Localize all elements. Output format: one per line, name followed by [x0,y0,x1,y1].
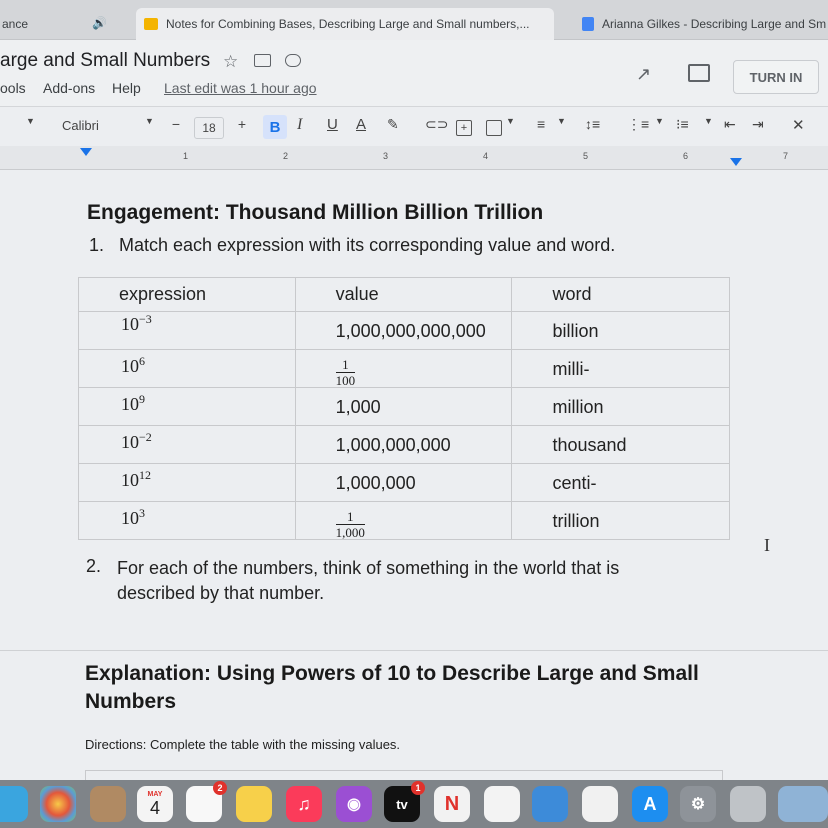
line-spacing-icon[interactable]: ↕≡ [585,116,601,132]
pages-app-icon[interactable] [582,786,618,822]
value-cell[interactable]: 1,000,000 [295,464,512,502]
tv-badge: 1 [411,781,425,795]
increase-indent-icon[interactable]: ⇥ [752,116,764,132]
align-dropdown-arrow-icon[interactable]: ▼ [557,116,566,126]
italic-button[interactable]: I [297,116,303,133]
table-row [79,350,730,388]
fraction-denominator: 1,000 [335,524,365,540]
directions-text: Directions: Complete the table with the missing values. [85,737,401,752]
ruler-number: 2 [283,151,289,161]
calendar-month: MAY [147,791,163,798]
expression-cell[interactable] [79,502,296,540]
music-app-icon[interactable]: ♫ [286,786,322,822]
font-size-input[interactable]: 18 [194,117,224,139]
menu-tools[interactable]: ools [0,80,26,96]
value-cell[interactable]: 1,000 [295,388,512,426]
style-dropdown-arrow-icon[interactable]: ▼ [26,116,35,126]
font-dropdown-arrow-icon[interactable]: ▼ [145,116,154,126]
ruler-number: 4 [483,151,489,161]
expression-cell[interactable] [79,426,296,464]
word-cell[interactable]: thousand [512,426,730,464]
word-cell[interactable]: trillion [512,502,730,540]
table-row [79,464,730,502]
ruler-number: 6 [683,151,689,161]
notes-app-icon[interactable] [236,786,272,822]
expression-base: 10 [121,356,139,376]
word-cell[interactable]: million [512,388,730,426]
numbered-list-dropdown-icon[interactable]: ▼ [655,116,664,126]
photos-app-icon[interactable] [40,786,76,822]
fraction-value [336,358,356,387]
table-row [79,502,730,540]
word-cell[interactable]: billion [512,312,730,350]
decrease-font-size-button[interactable]: − [171,116,181,132]
left-indent-marker-icon[interactable] [80,148,92,156]
tab-label: ance [2,17,29,31]
bulleted-list-icon[interactable]: ⁝≡ [676,116,689,132]
value-cell[interactable] [295,350,512,388]
contacts-app-icon[interactable] [90,786,126,822]
expression-base: 10 [121,394,139,414]
clear-formatting-icon[interactable]: ✕ [792,117,805,134]
explanation-heading-line1: Explanation: Using Powers of 10 to Describe Large and Small [85,662,699,685]
engagement-heading: Engagement: Thousand Million Billion Trillion [87,201,544,224]
reminders-app-icon[interactable] [186,783,223,822]
slides-icon [144,18,158,30]
fraction-value [336,510,365,539]
question-1-text: Match each expression with its corresponding value and word. [119,235,616,255]
expression-exponent: −2 [139,430,152,444]
fraction-denominator: 100 [335,372,356,388]
numbered-list-icon[interactable]: ⋮≡ [627,116,650,132]
right-indent-marker-icon[interactable] [730,158,742,166]
ruler-number: 3 [383,151,389,161]
question-2-text-line2: described by that number. [117,583,325,603]
insert-image-icon[interactable] [486,120,502,136]
expression-exponent: 12 [139,468,151,482]
table-header-row [79,278,730,312]
move-folder-icon[interactable] [254,54,271,67]
expression-base: 10 [121,508,139,528]
bold-button[interactable]: B [263,115,287,139]
ruler-number: 7 [783,151,789,161]
formatting-toolbar [0,106,828,146]
bulleted-list-dropdown-icon[interactable]: ▼ [704,116,713,126]
numbers-app-icon[interactable] [484,786,520,822]
calendar-day: 4 [149,798,160,818]
explanation-heading-line2: Numbers [85,690,177,713]
matching-table[interactable] [78,277,730,540]
fraction-numerator: 1 [342,356,349,372]
expression-exponent: −3 [139,312,152,326]
value-cell[interactable] [295,502,512,540]
tab-label: Arianna Gilkes - Describing Large and Sm [602,17,827,31]
finder-app-icon[interactable] [0,786,28,822]
menu-addons[interactable]: Add-ons [43,80,96,96]
value-cell[interactable]: 1,000,000,000 [295,426,512,464]
question-1-number: 1. [89,235,105,255]
fraction-numerator: 1 [346,508,354,524]
horizontal-ruler[interactable] [0,146,828,170]
expression-base: 10 [121,432,139,452]
highlight-icon[interactable]: ✎ [387,116,399,132]
expression-base: 10 [121,470,139,490]
word-cell[interactable]: centi- [512,464,730,502]
expression-base: 10 [121,314,139,334]
document-title[interactable]: arge and Small Numbers [0,50,211,71]
expression-exponent: 3 [139,506,145,520]
calendar-app-icon[interactable] [137,786,173,822]
expression-cell[interactable] [79,388,296,426]
menu-help[interactable]: Help [112,80,141,96]
system-preferences-icon[interactable]: ⚙ [680,786,716,822]
star-icon[interactable]: ☆ [223,52,239,71]
podcasts-app-icon[interactable]: ◉ [336,786,372,822]
header-value: value [295,278,512,312]
browser-tab-previous[interactable] [0,8,70,40]
browser-tab-doc[interactable] [578,8,828,40]
header-word: word [512,278,730,312]
expression-exponent: 6 [139,354,145,368]
increase-font-size-button[interactable]: + [237,116,247,132]
turn-in-button[interactable]: TURN IN [733,60,819,94]
expression-cell[interactable] [79,312,296,350]
activity-trend-icon[interactable]: ↗ [636,64,652,84]
text-color-button[interactable]: A [356,116,367,133]
question-2-text-line1: For each of the numbers, think of something in the world that is [117,558,620,578]
table-row [79,388,730,426]
font-family-select[interactable]: Calibri [62,118,99,133]
value-cell[interactable]: 1,000,000,000,000 [295,312,512,350]
docs-icon [582,17,594,31]
news-app-icon[interactable]: N [434,786,470,822]
browser-tab-notes[interactable] [136,8,554,40]
cloud-status-icon[interactable] [285,54,301,67]
expression-cell[interactable] [79,464,296,502]
question-2-number: 2. [86,556,102,576]
roblox-app-icon[interactable] [730,786,766,822]
image-dropdown-arrow-icon[interactable]: ▼ [506,116,515,126]
expression-exponent: 9 [139,392,145,406]
underline-button[interactable]: U [327,116,338,133]
last-edit-link[interactable]: Last edit was 1 hour ago [164,80,317,96]
app-store-icon[interactable]: A [632,786,668,822]
downloads-stack-icon[interactable] [778,786,828,822]
page-divider [0,650,828,651]
tab-label: Notes for Combining Bases, Describing Large and Small numbers,... [166,17,530,31]
ruler-number: 5 [583,151,589,161]
comments-icon[interactable] [688,64,710,82]
insert-comment-icon[interactable]: + [456,120,472,136]
decrease-indent-icon[interactable]: ⇤ [724,116,736,132]
table-row [79,312,730,350]
keynote-app-icon[interactable] [532,786,568,822]
expression-cell[interactable] [79,350,296,388]
table-row [79,426,730,464]
speaker-icon[interactable]: 🔊 [92,16,107,30]
text-cursor-icon: I [764,535,770,555]
align-left-icon[interactable]: ≡ [537,116,546,132]
ruler-number: 1 [183,151,189,161]
insert-link-icon[interactable]: ⊂⊃ [425,116,449,132]
header-expression: expression [79,278,296,312]
tv-label: tv [396,796,408,812]
word-cell[interactable]: milli- [512,350,730,388]
apple-tv-app-icon[interactable] [384,783,421,822]
reminders-badge: 2 [213,781,227,795]
